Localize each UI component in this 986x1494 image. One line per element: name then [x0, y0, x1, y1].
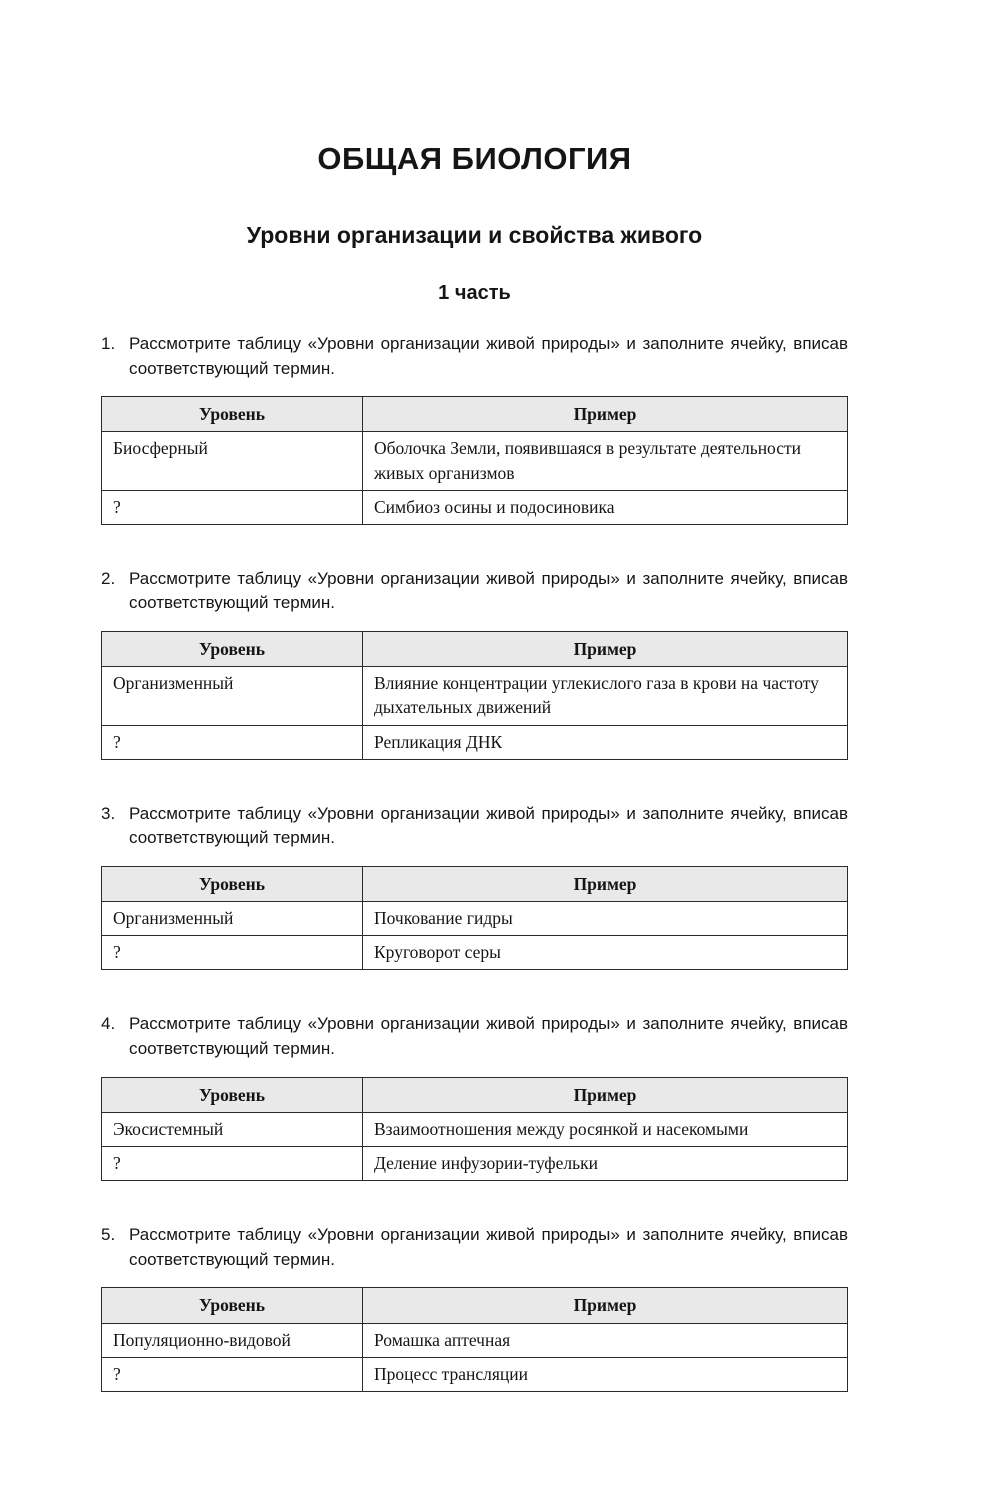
exercise-number: 3. — [101, 803, 116, 823]
table-header-row — [102, 397, 848, 432]
exercise-prompt — [101, 802, 848, 851]
page-title: ОБЩАЯ БИОЛОГИЯ — [317, 141, 632, 176]
level-cell: Экосистемный — [102, 1112, 363, 1146]
level-cell: Организменный — [102, 667, 363, 725]
level-cell: ? — [102, 490, 363, 524]
column-header-level: Уровень — [102, 632, 363, 667]
example-cell: Почкование гидры — [363, 902, 848, 936]
exercise-prompt — [101, 567, 848, 616]
exercise-number: 4. — [101, 1014, 116, 1034]
exercise-4 — [101, 1012, 848, 1181]
level-cell: ? — [102, 725, 363, 759]
exercise-prompt — [101, 1012, 848, 1061]
levels-table — [101, 1077, 848, 1181]
page-subtitle: Уровни организации и свойства живого — [246, 222, 703, 248]
example-cell: Взаимоотношения между росянкой и насекомыми — [363, 1112, 848, 1146]
exercise-5 — [101, 1223, 848, 1392]
table-row — [102, 725, 848, 759]
table-row — [102, 936, 848, 970]
column-header-example: Пример — [363, 1288, 848, 1323]
exercise-prompt-text: Рассмотрите таблицу «Уровни организации живой природы» и заполните ячейку, вписав соответствующий термин. — [129, 1014, 848, 1059]
level-cell: ? — [102, 1357, 363, 1391]
column-header-example: Пример — [363, 866, 848, 901]
exercise-prompt-text: Рассмотрите таблицу «Уровни организации живой природы» и заполните ячейку, вписав соответствующий термин. — [129, 803, 848, 848]
table-header-row — [102, 866, 848, 901]
exercise-prompt — [101, 1223, 848, 1272]
levels-table — [101, 1287, 848, 1391]
table-header-row — [102, 632, 848, 667]
example-cell: Симбиоз осины и подосиновика — [363, 490, 848, 524]
example-cell: Деление инфузории-туфельки — [363, 1146, 848, 1180]
level-cell: ? — [102, 936, 363, 970]
table-row — [102, 1357, 848, 1391]
table-row — [102, 490, 848, 524]
levels-table — [101, 631, 848, 760]
exercise-prompt-text: Рассмотрите таблицу «Уровни организации живой природы» и заполните ячейку, вписав соответствующий термин. — [129, 1225, 848, 1269]
table-header-row — [102, 1288, 848, 1323]
exercise-number: 1. — [101, 334, 116, 353]
example-cell: Оболочка Земли, появившаяся в результате деятельности живых организмов — [363, 432, 848, 490]
table-row — [102, 1323, 848, 1357]
exercise-3 — [101, 802, 848, 971]
column-header-level: Уровень — [102, 1288, 363, 1323]
exercise-prompt-text: Рассмотрите таблицу «Уровни организации живой природы» и заполните ячейку, вписав соответствующий термин. — [129, 334, 848, 378]
level-cell: Организменный — [102, 902, 363, 936]
column-header-level: Уровень — [102, 397, 363, 432]
table-row — [102, 1112, 848, 1146]
table-row — [102, 1146, 848, 1180]
exercise-1 — [101, 332, 848, 525]
example-cell: Круговорот серы — [363, 936, 848, 970]
column-header-example: Пример — [363, 1077, 848, 1112]
exercise-number: 5. — [101, 1225, 116, 1245]
example-cell: Ромашка аптечная — [363, 1323, 848, 1357]
example-cell: Процесс трансляции — [363, 1357, 848, 1391]
column-header-level: Уровень — [102, 866, 363, 901]
example-cell: Влияние концентрации углекислого газа в крови на частоту дыхательных движений — [363, 667, 848, 725]
exercise-2 — [101, 567, 848, 760]
table-row — [102, 432, 848, 490]
example-cell: Репликация ДНК — [363, 725, 848, 759]
table-row — [102, 902, 848, 936]
table-header-row — [102, 1077, 848, 1112]
level-cell: ? — [102, 1146, 363, 1180]
part-heading: 1 часть — [438, 282, 511, 304]
exercise-number: 2. — [101, 568, 116, 588]
exercise-prompt — [101, 332, 848, 381]
column-header-example: Пример — [363, 397, 848, 432]
levels-table — [101, 866, 848, 970]
level-cell: Популяционно-видовой — [102, 1323, 363, 1357]
level-cell: Биосферный — [102, 432, 363, 490]
column-header-example: Пример — [363, 632, 848, 667]
exercise-prompt-text: Рассмотрите таблицу «Уровни организации живой природы» и заполните ячейку, вписав соответствующий термин. — [129, 568, 848, 613]
table-row — [102, 667, 848, 725]
levels-table — [101, 396, 848, 525]
column-header-level: Уровень — [102, 1077, 363, 1112]
